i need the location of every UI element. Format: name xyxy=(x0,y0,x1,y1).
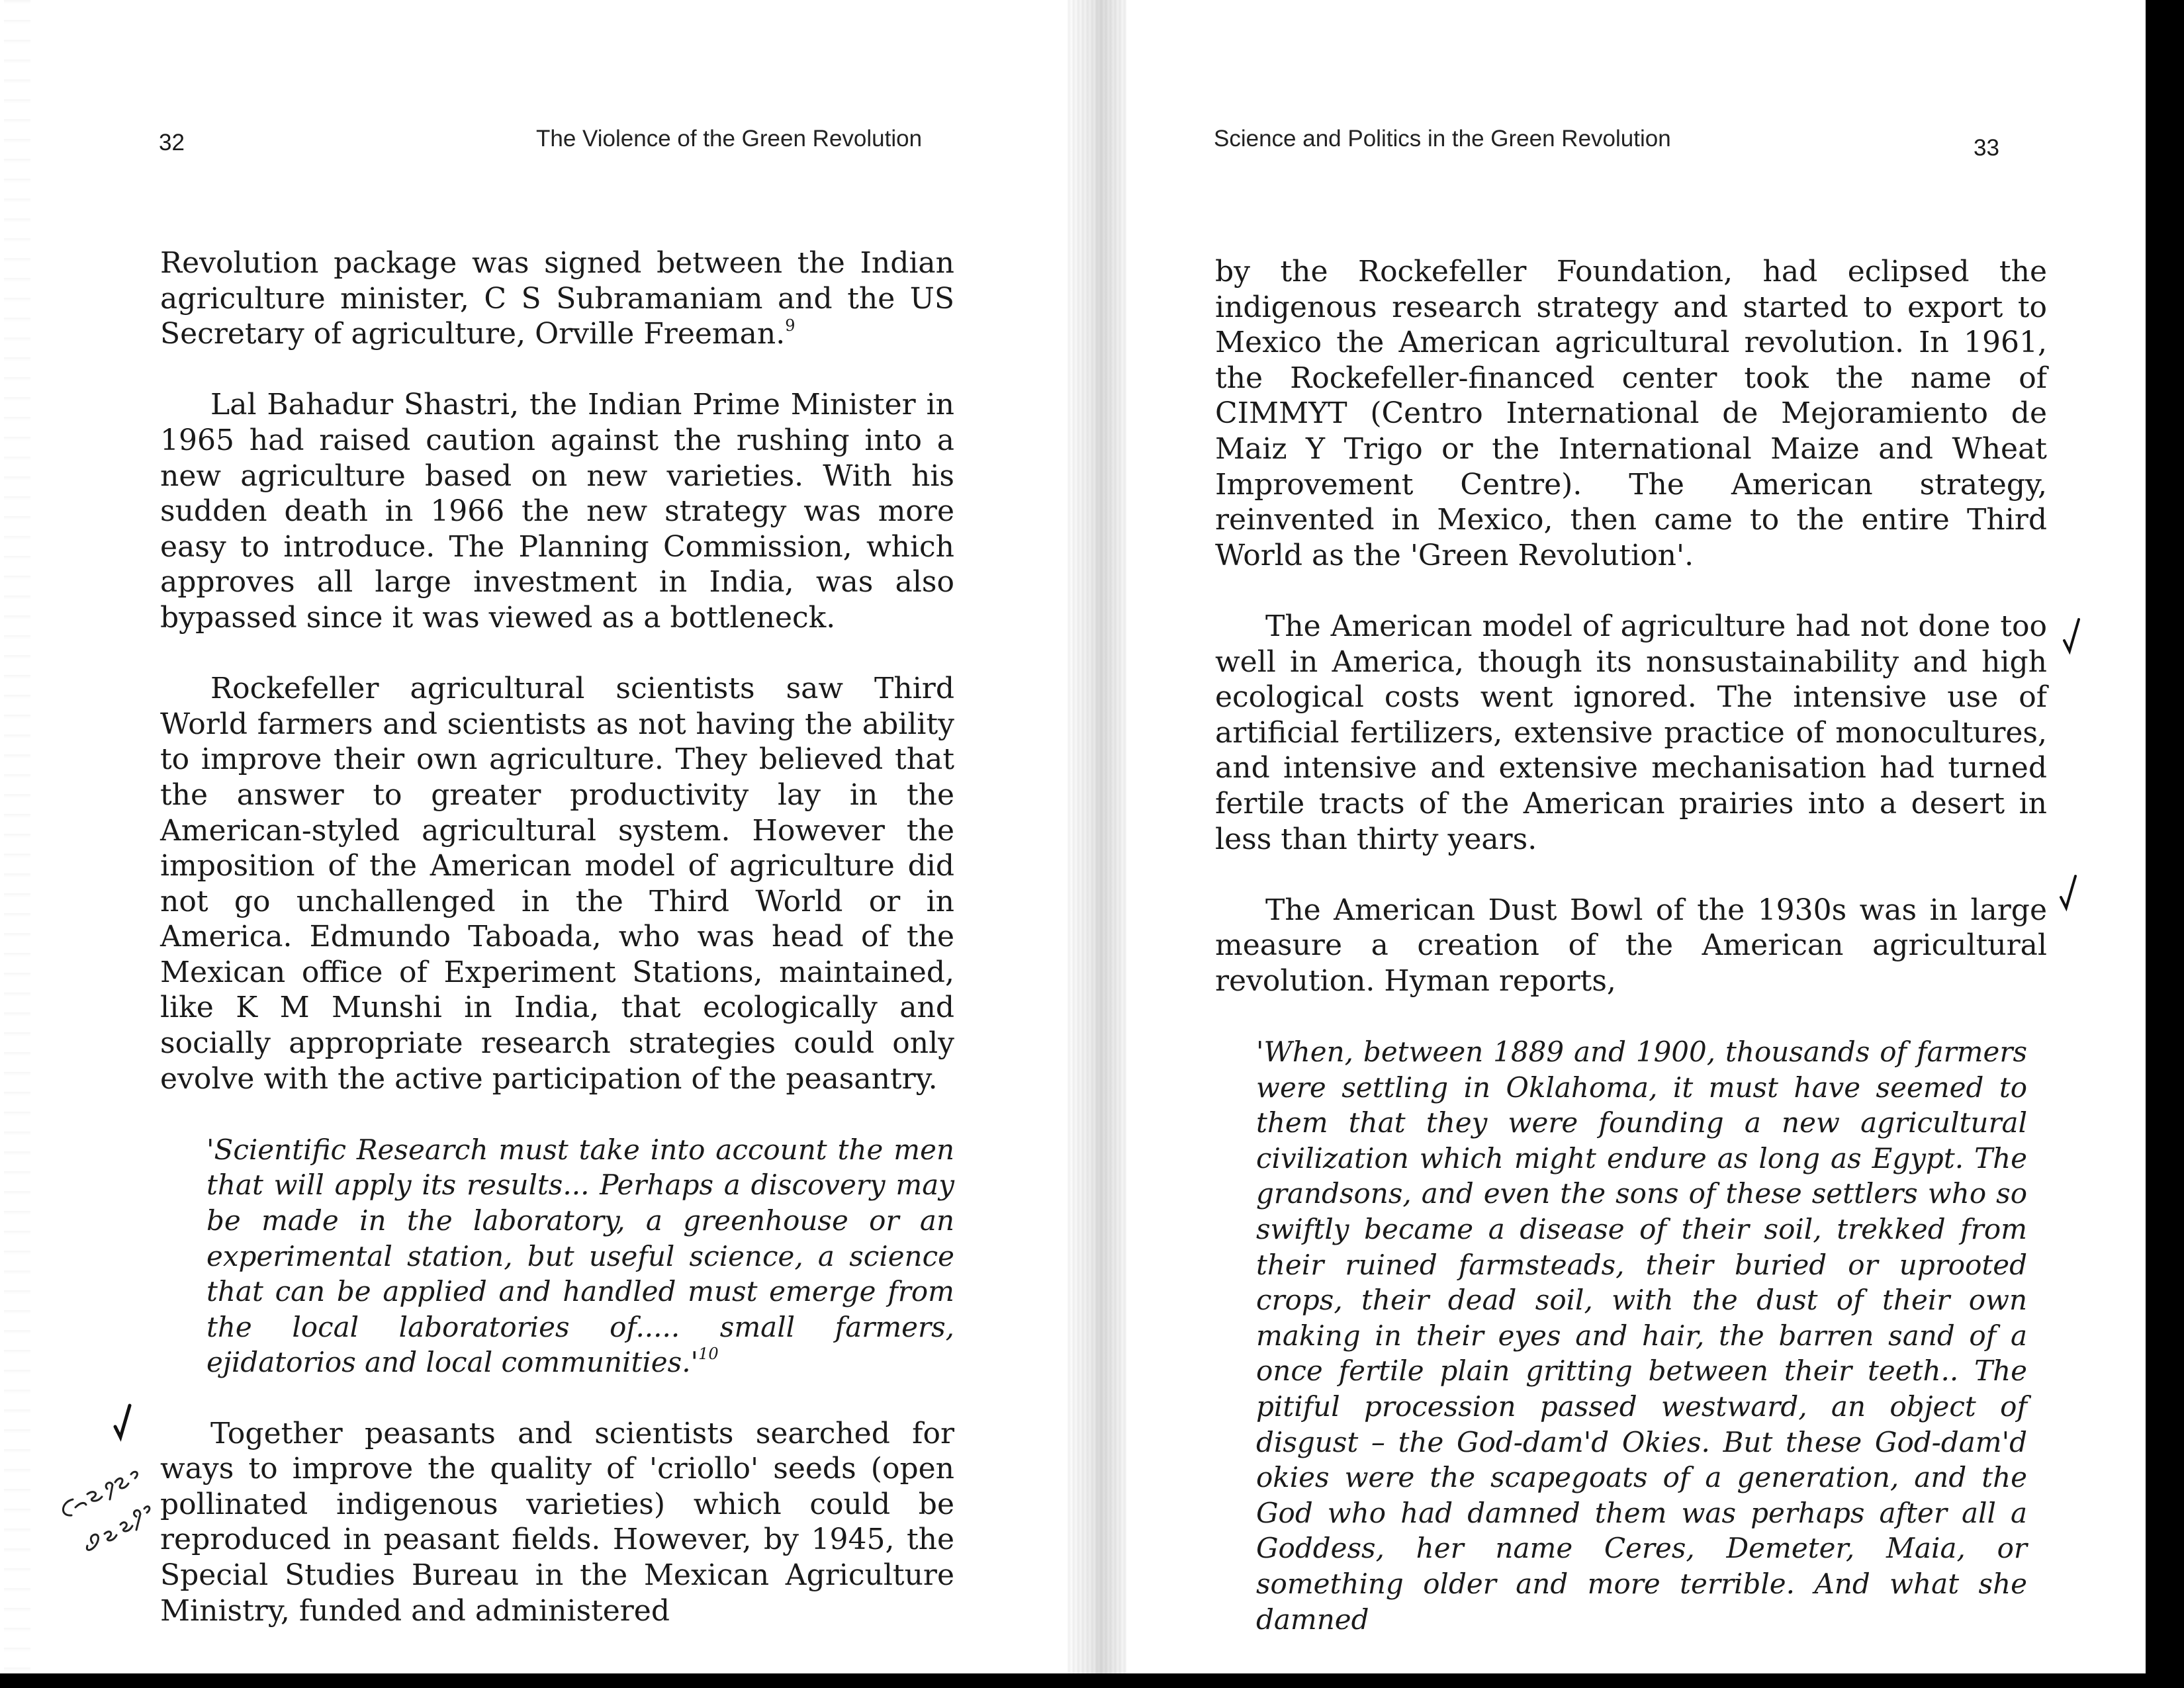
running-head: The Violence of the Green Revolution xyxy=(536,126,923,152)
running-head: Science and Politics in the Green Revolution xyxy=(1214,126,1671,152)
block-quote: 'Scientific Research must take into account the men that will apply its results... Perhaps a discovery may be made in the laboratory, a greenhouse or an experimental station, but useful science, a science that can be applied and handled must emerge from the local laboratories of..... small farmers, ejidatorios and local $communities.'^{10}$ xyxy=(206,1133,954,1379)
scan-border xyxy=(0,1673,2184,1688)
checkmark-annotation-icon xyxy=(2062,617,2081,656)
footnote-ref: 9 xyxy=(785,316,796,335)
paragraph: The American Dust Bowl of the 1930s was in large measure a creation of the American agricultural revolution. Hyman reports, xyxy=(1215,893,2047,998)
paragraph: Revolution package was signed between the Indian agriculture minister, C S Subramaniam and the US Secretary of agriculture, Orville Freeman.$^9$ xyxy=(160,246,954,351)
checkmark-annotation-icon xyxy=(113,1403,132,1443)
paragraph: The American model of agriculture had not done too well in America, though its nonsustainability and high ecological costs went ignored. The intensive use of artificial fertilizers, extensive practice of monocultures, and intensive and extensive mechanisation had turned fertile tracts of the American prairies into a desert in less than thirty years. xyxy=(1215,609,2047,856)
page-number: 32 xyxy=(159,130,185,155)
left-page xyxy=(0,0,1085,1674)
paragraph: by the Rockefeller Foundation, had eclipsed the indigenous research strategy and started to export to Mexico the American agricultural revolution. In 1961, the Rockefeller-financed center took the name of CIMMYT (Centro International de Mejoramiento de Maiz Y Trigo or the International Maize and Wheat Improvement Centre). The American strategy, reinvented in Mexico, then came to the entire Third World as the 'Green Revolution'. xyxy=(1215,255,2047,572)
checkmark-annotation-icon xyxy=(2058,873,2078,913)
paragraph: Lal Bahadur Shastri, the Indian Prime Minister in 1965 had raised caution against the rushing into a new agriculture based on new varieties. With his sudden death in 1966 the new strategy was more easy to introduce. The Planning Commission, which approves all large investment in India, was also bypassed since it was viewed as a bottleneck. xyxy=(160,388,954,635)
scan-border xyxy=(2146,0,2184,1688)
paragraph: Rockefeller agricultural scientists saw Third World farmers and scientists as not having the ability to improve their own agriculture. They believed that the answer to greater productivity lay in the American-styled agricultural system. However the imposition of the American model of agriculture did not go unchallenged in the Third World or in America. Edmundo Taboada, who was head of the Mexican office of Experiment Stations, maintained, like K M Munshi in India, that ecologically and socially appropriate research strategies could only evolve with the active participation of the peasantry. xyxy=(160,672,954,1096)
page-number: 33 xyxy=(1974,135,1999,161)
handwritten-margin-note xyxy=(46,1456,152,1568)
paragraph: Together peasants and scientists searched for ways to improve the quality of 'criollo' seeds (open pollinated indigenous varieties) which could be reproduced in peasant fields. However, by 1945, the Special Studies Bureau in the Mexican Agriculture Ministry, funded and administered xyxy=(160,1416,954,1628)
body-text xyxy=(160,245,954,1628)
body-text xyxy=(1215,254,2047,1637)
footnote-ref: 10 xyxy=(698,1345,719,1364)
block-quote: 'When, between 1889 and 1900, thousands of farmers were settling in Oklahoma, it must have seemed to them that they were founding a new agricultural civilization which might endure as long as Egypt. The grandsons, and even the sons of these settlers who so swiftly became a disease of their soil, trekked from their ruined farmsteads, their buried or uprooted crops, their dead soil, with the dust of their own making in their eyes and hair, the barren sand of a once fertile plain gritting between their teeth.. The pitiful procession passed westward, an object of disgust – the God-dam'd Okies. But these God-dam'd okies were the scapegoats of a generation, and the God who had damned them was perhaps after all a Goddess, her name Ceres, Demeter, Maia, or something older and more terrible. And what she damned xyxy=(1256,1036,2027,1636)
right-page xyxy=(1099,0,2144,1674)
